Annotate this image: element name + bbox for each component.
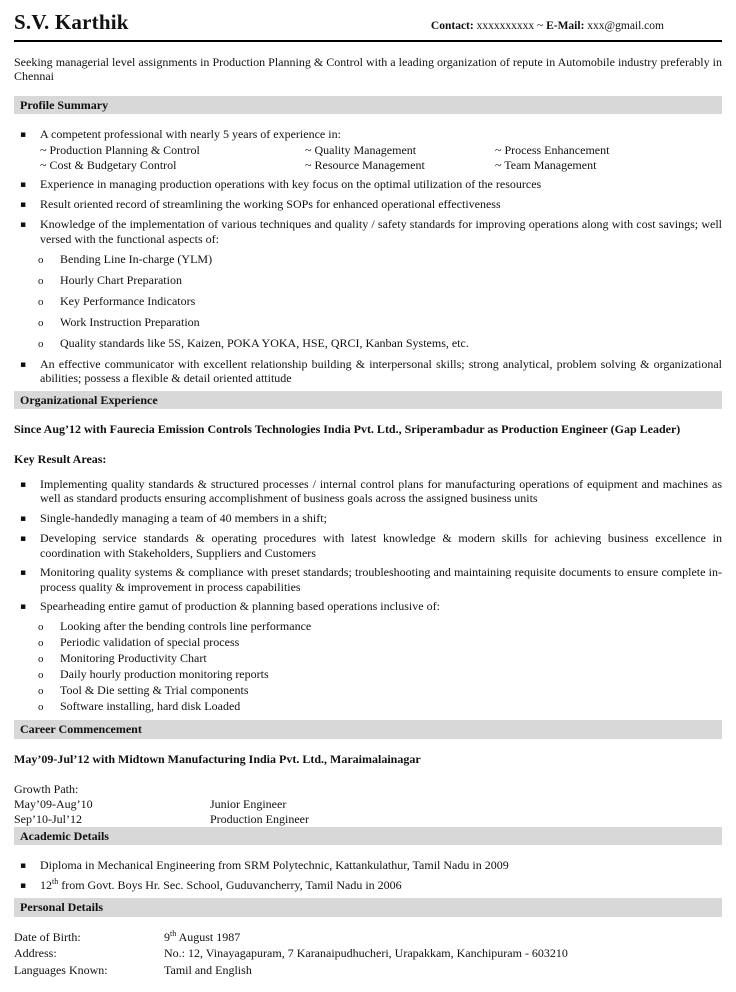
sub-list-item [14, 336, 722, 351]
sub-list-item [14, 252, 722, 267]
sub-list-item-text: Software installing, hard disk Loaded [60, 699, 241, 714]
sub-list-item-text: Quality standards like 5S, Kaizen, POKA YOKA, HSE, QRCI, Kanban Systems, etc. [60, 335, 469, 350]
bullet-icon: ▪ [20, 359, 27, 370]
bullet-icon: ▪ [20, 861, 27, 872]
email-value: xxx@gmail.com [587, 19, 664, 32]
skill-item: ~ Team Management [495, 157, 597, 172]
bullet-icon: ▪ [20, 130, 27, 141]
sub-bullet-icon: o [38, 637, 44, 650]
list-item [14, 217, 722, 246]
list-item-text: Spearheading entire gamut of production & planning based operations inclusive of: [40, 599, 440, 614]
sub-list-item-text: Work Instruction Preparation [60, 314, 200, 329]
sub-list-item-text: Key Performance Indicators [60, 293, 196, 308]
dob-day: 9 [164, 929, 170, 944]
sub-list-item [14, 315, 722, 330]
section-academic-details [14, 827, 722, 894]
header-divider [14, 40, 722, 42]
experience-sub-list [14, 619, 722, 714]
growth-role: Production Engineer [210, 811, 309, 826]
sub-bullet-icon: o [38, 653, 44, 666]
section-career-commencement [14, 720, 722, 826]
academic-details-title: Academic Details [20, 828, 109, 843]
sub-list-item [14, 683, 722, 698]
list-item-text: Monitoring quality systems & compliance with preset standards; troubleshooting and maintaining requisite documents to ensure complete in-process quality & improvement in process capabilities [40, 565, 722, 594]
profile-summary-title: Profile Summary [20, 97, 109, 112]
growth-path-label: Growth Path: [14, 781, 79, 796]
contact-label: Contact: [430, 19, 474, 32]
bullet-icon: ▪ [20, 180, 27, 191]
skill-item: ~ Resource Management [305, 157, 425, 172]
list-item [14, 197, 722, 212]
career-commencement-title: Career Commencement [20, 722, 142, 737]
academic-details-header-bar [14, 827, 722, 846]
sub-list-item [14, 667, 722, 682]
organizational-experience-title: Organizational Experience [20, 392, 158, 407]
bullet-icon: ▪ [20, 568, 27, 579]
languages-label: Languages Known: [14, 963, 108, 978]
sub-list-item [14, 699, 722, 714]
sub-list-item-text: Daily hourly production monitoring reports [60, 667, 269, 682]
contact-line [431, 19, 664, 36]
dob-row [14, 930, 722, 945]
sub-list-item [14, 635, 722, 650]
sub-bullet-icon: o [38, 685, 44, 698]
sub-bullet-icon: o [38, 295, 44, 308]
list-item-text: Diploma in Mechanical Engineering from SRM Polytechnic, Kattankulathur, Tamil Nadu in 2009 [40, 858, 509, 873]
growth-path-row [14, 797, 722, 812]
bullet-icon: ▪ [20, 602, 27, 613]
dob-value [164, 930, 722, 945]
bullet-icon: ▪ [20, 513, 27, 524]
grade-rest: from Govt. Boys Hr. Sec. School, Guduvancherry, Tamil Nadu in 2006 [58, 878, 402, 893]
contact-value: xxxxxxxxxx [476, 19, 535, 32]
list-item-text [40, 878, 722, 893]
career-commencement-header-bar [14, 720, 722, 739]
growth-period: Sep’10-Jul’12 [14, 811, 82, 826]
skill-item: ~ Production Planning & Control [40, 143, 200, 158]
list-item-text: Implementing quality standards & structured processes / internal control plans for manufacturing operations of equipment and machines as well as standard products ensuring accomplishment of business goals across the assigned business units [40, 476, 722, 506]
sub-list-item [14, 619, 722, 634]
sub-list-item-text: Looking after the bending controls line performance [60, 619, 312, 634]
growth-period: May’09-Aug’10 [14, 797, 93, 812]
list-item-text: Experience in managing production operations with key focus on the optimal utilization of the resources [40, 177, 542, 192]
email-label: E-Mail: [546, 19, 585, 32]
address-row [14, 946, 722, 961]
list-item-text: Knowledge of the implementation of various techniques and quality / safety standards for improving operations along with cost savings; well versed with the functional aspects of: [40, 217, 722, 246]
section-organizational-experience [14, 391, 722, 715]
skill-item: ~ Process Enhancement [495, 143, 610, 158]
grade-number: 12 [40, 878, 52, 893]
sub-bullet-icon: o [38, 621, 44, 634]
section-personal-details [14, 898, 722, 978]
contact-separator: ~ [536, 19, 544, 32]
sub-list-item-text: Bending Line In-charge (YLM) [60, 251, 213, 266]
list-item-text: An effective communicator with excellent relationship building & interpersonal skills; strong analytical, problem solving & organizational abilities; possess a flexible & detail oriented attitude [40, 356, 722, 386]
sub-list-item-text: Monitoring Productivity Chart [60, 651, 207, 666]
sub-bullet-icon: o [38, 669, 44, 682]
experience-heading: Since Aug’12 with Faurecia Emission Controls Technologies India Pvt. Ltd., Sriperambadur as Production Engineer (Gap Leader) [14, 422, 681, 437]
sub-list-item-text: Periodic validation of special process [60, 635, 240, 650]
dob-label: Date of Birth: [14, 929, 81, 944]
list-item [14, 565, 722, 594]
list-item [14, 177, 722, 192]
sub-bullet-icon: o [38, 337, 44, 350]
sub-bullet-icon: o [38, 253, 44, 266]
sub-list-item [14, 273, 722, 288]
list-item [14, 477, 722, 506]
sub-list-item-text: Tool & Die setting & Trial components [60, 683, 249, 698]
sub-list-item [14, 651, 722, 666]
profile-summary-header-bar [14, 96, 722, 115]
profile-sub-list [14, 252, 722, 351]
personal-details-title: Personal Details [20, 900, 103, 915]
person-name: S.V. Karthik [14, 10, 129, 34]
languages-value: Tamil and English [164, 963, 252, 978]
bullet-icon: ▪ [20, 533, 27, 544]
skills-grid [40, 143, 722, 172]
growth-path-row [14, 812, 722, 827]
bullet-icon: ▪ [20, 881, 27, 892]
key-result-areas-heading: Key Result Areas: [14, 452, 107, 467]
sub-list-item-text: Hourly Chart Preparation [60, 272, 182, 287]
growth-path [14, 782, 722, 827]
section-profile-summary [14, 96, 722, 386]
address-label: Address: [14, 946, 57, 961]
list-item-text: Result oriented record of streamlining the working SOPs for enhanced operational effectiveness [40, 197, 501, 212]
profile-intro-text: A competent professional with nearly 5 years of experience in: [40, 127, 341, 142]
career-heading: May’09-Jul’12 with Midtown Manufacturing India Pvt. Ltd., Maraimalainagar [14, 752, 421, 767]
dob-rest: August 1987 [176, 929, 241, 944]
sub-list-item [14, 294, 722, 309]
sub-bullet-icon: o [38, 701, 44, 714]
personal-details-header-bar [14, 898, 722, 917]
objective-text: Seeking managerial level assignments in Production Planning & Control with a leading organization of repute in Automobile industry preferably in Chennai [14, 54, 722, 84]
dob-ordinal-suffix: th [170, 928, 177, 938]
list-item [14, 531, 722, 560]
list-item [14, 511, 722, 526]
list-item [14, 858, 722, 873]
list-item [14, 127, 722, 172]
sub-bullet-icon: o [38, 316, 44, 329]
list-item-text: Single-handedly managing a team of 40 members in a shift; [40, 510, 327, 525]
grade-ordinal-suffix: th [52, 877, 59, 887]
skill-item: ~ Cost & Budgetary Control [40, 157, 177, 172]
growth-role: Junior Engineer [210, 797, 287, 812]
sub-bullet-icon: o [38, 274, 44, 287]
list-item [14, 357, 722, 386]
list-item-text: Developing service standards & operating procedures with latest knowledge & modern skills for achieving business excellence in coordination with Stakeholders, Suppliers and Customers [40, 530, 722, 560]
profile-intro [40, 127, 722, 172]
list-item [14, 599, 722, 614]
bullet-icon: ▪ [20, 220, 27, 231]
languages-row [14, 963, 722, 978]
skill-item: ~ Quality Management [305, 143, 417, 158]
header [14, 9, 722, 40]
list-item [14, 878, 722, 893]
bullet-icon: ▪ [20, 200, 27, 211]
bullet-icon: ▪ [20, 479, 27, 490]
address-value: No.: 12, Vinayagapuram, 7 Karanaipudhucheri, Urapakkam, Kanchipuram - 603210 [164, 946, 568, 961]
organizational-experience-header-bar [14, 391, 722, 410]
